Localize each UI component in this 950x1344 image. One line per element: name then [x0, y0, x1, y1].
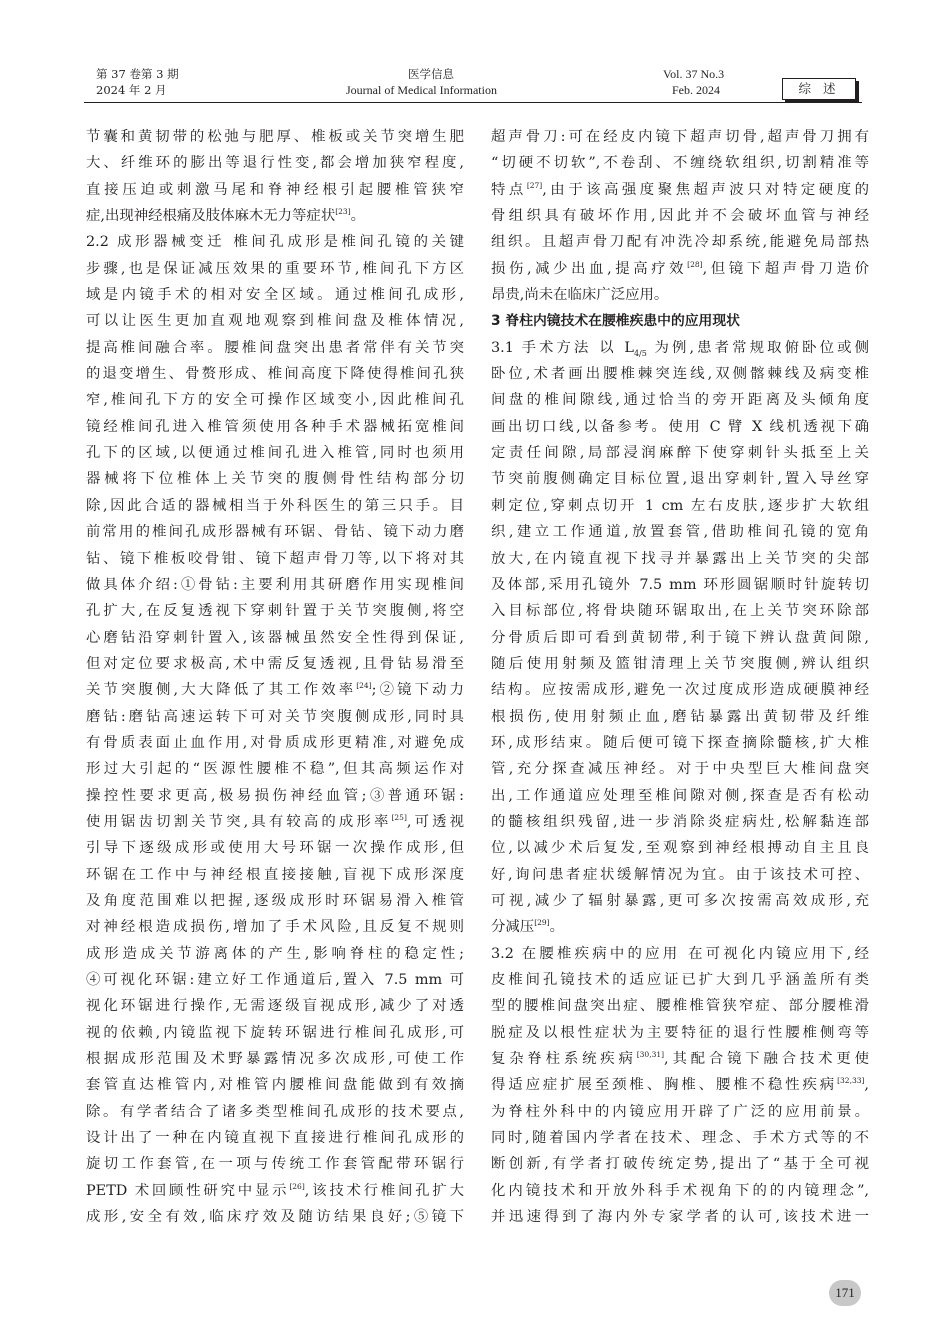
subsection-heading: 3.1 手术方法 以 $L_{4/5}$ 为例,患者常规取俯卧位或侧 — [491, 339, 869, 358]
header-journal-en: Journal of Medical Information — [346, 83, 497, 97]
citation: [26] — [289, 1181, 305, 1191]
text-line: 超声骨刀:可在经皮内镜下超声切骨,超声骨刀拥有 — [491, 129, 869, 145]
text-line: 做具体介绍:①骨钻:主要利用其研磨作用实现椎间 — [86, 576, 464, 593]
text-line: 可以让医生更加直观地观察到椎间盘及椎体情况, — [86, 313, 464, 330]
text-line: PETD 术回顾性研究中显示[26],该技术行椎间孔扩大 — [86, 1181, 464, 1199]
text-line: 视化环锯进行操作,无需逐级盲视成形,减少了对透 — [86, 998, 464, 1015]
text-line: 套管直达椎管内,对椎管内腰椎间盘能做到有效摘 — [86, 1077, 464, 1094]
text-line: 皮椎间孔镜技术的适应证已扩大到几乎涵盖所有类 — [491, 972, 869, 988]
text-line: 前常用的椎间孔成形器械有环锯、骨钻、镜下动力磨 — [86, 524, 464, 541]
text-line: 镜经椎间孔进入椎管须使用各种手术器械拓宽椎间 — [86, 418, 464, 435]
text-line: 环,成形结束。随后便可镜下探查摘除髓核,扩大椎 — [491, 734, 869, 751]
text-line: ④可视化环锯:建立好工作通道后,置入 7.5 mm 可 — [86, 972, 464, 988]
citation: [23] — [335, 207, 351, 217]
text-line: 可视,减少了辐射暴露,更可多次按需高效成形,充 — [491, 892, 869, 909]
text-line: 分骨质后即可看到黄韧带,利于镜下辨认盘黄间隙, — [491, 629, 869, 646]
text-line: 损伤,减少出血,提高疗效[28],但镜下超声骨刀造价 — [491, 259, 869, 277]
text-line: 成形造成关节游离体的产生,影响脊柱的稳定性; — [86, 945, 464, 962]
text-line: 引导下逐级成形或使用大号环锯一次操作成形,但 — [86, 840, 464, 857]
text-line: 定责任间隙,局部浸润麻醉下使穿刺针头抵至上关 — [491, 445, 869, 462]
text-line: 卧位,术者画出腰椎棘突连线,双侧髂棘线及病变椎 — [491, 366, 869, 383]
text-line: 除,因此合适的器械相当于外科医生的第三只手。目 — [86, 497, 464, 514]
citation: [30,31] — [636, 1050, 665, 1060]
text-line: 得适应症扩展至颈椎、胸椎、腰椎不稳性疾病[32,33], — [491, 1076, 869, 1094]
text-line: 孔扩大,在反复透视下穿刺针置于关节突腹侧,将空 — [86, 603, 464, 620]
subsection-heading: 3.2 在腰椎疾病中的应用 在可视化内镜应用下,经 — [491, 945, 869, 962]
text-line: 管,充分探查减压神经。对于中央型巨大椎间盘突 — [491, 761, 869, 778]
text-line: 成形,安全有效,临床疗效及随访结果良好;⑤镜下 — [86, 1209, 464, 1226]
text-line: 直接压迫或刺激马尾和脊神经根引起腰椎管狭窄 — [86, 181, 464, 198]
header-date-en: Feb. 2024 — [672, 83, 720, 97]
citation: [32,33] — [837, 1076, 865, 1086]
text-line: 组织。且超声骨刀配有冲洗冷却系统,能避免局部热 — [491, 234, 869, 251]
citation: [28] — [687, 259, 703, 269]
text-line: 器械将下位椎体上关节突的腹侧骨性结构部分切 — [86, 471, 464, 488]
citation: [25] — [391, 813, 407, 823]
text-line: 提高椎间融合率。腰椎间盘突出患者常伴有关节突 — [86, 339, 464, 356]
left-column — [86, 124, 464, 1230]
header-rule — [84, 102, 862, 103]
text-line: 复杂脊柱系统疾病[30,31],其配合镜下融合技术更使 — [491, 1050, 869, 1068]
text-line: 节囊和黄韧带的松弛与肥厚、椎板或关节突增生肥 — [86, 129, 464, 145]
text-line: 关节突腹侧,大大降低了其工作效率[24];②镜下动力 — [86, 681, 464, 699]
citation: [24] — [356, 681, 372, 691]
text-line: 孔下的区域,以便通过椎间孔进入椎管,同时也须用 — [86, 445, 464, 462]
text-line: 使用锯齿切割关节突,具有较高的成形率[25],可透视 — [86, 813, 464, 830]
text-line: 形过大引起的“医源性腰椎不稳”,但其高频运作对 — [86, 761, 464, 778]
text-line: 磨钻:磨钻高速运转下可对关节突腹侧成形,同时具 — [86, 708, 464, 725]
text-line: 位,以减少术后复发,至观察到神经根搏动自主且良 — [491, 840, 869, 857]
text-line: 结构。应按需成形,避免一次过度成形造成硬膜神经 — [491, 682, 869, 699]
text-line: 昂贵,尚未在临床广泛应用。 — [491, 287, 669, 304]
text-line: 大、纤维环的膨出等退行性变,都会增加狭窄程度, — [86, 155, 464, 172]
text-line: 型的腰椎间盘突出症、腰椎椎管狭窄症、部分腰椎滑 — [491, 998, 869, 1015]
header-date-cn: 2024 年 2 月 — [96, 83, 167, 97]
text-line: 对神经根造成损伤,增加了手术风险,且反复不规则 — [86, 919, 464, 936]
text-line: 脱症及以根性症状为主要特征的退行性腰椎侧弯等 — [491, 1024, 869, 1041]
text-line: 视的依赖,内镜监视下旋转环锯进行椎间孔成形,可 — [86, 1024, 464, 1041]
text-line: 根据成形范围及术野暴露情况多次成形,可使工作 — [86, 1051, 464, 1068]
text-line: 断创新,有学者打破传统定势,提出了“基于全可视 — [491, 1156, 869, 1173]
text-line: 的退变增生、骨赘形成、椎间高度下降使得椎间孔狭 — [86, 366, 464, 383]
text-line: 间盘的椎间隙线,通过恰当的旁开距离及头倾角度 — [491, 392, 869, 409]
text-line: 织,建立工作通道,放置套管,借助椎间孔镜的宽角 — [491, 524, 869, 541]
text-line: 画出切口线,以备参考。使用 C 臂 X 线机透视下确 — [491, 418, 869, 435]
text-line: 环锯在工作中与神经根直接接触,盲视下成形深度 — [86, 866, 464, 883]
text-line: 及角度范围难以把握,逐级成形时环锯易滑入椎管 — [86, 892, 464, 909]
text-line: “切硬不切软”,不卷刮、不缠绕软组织,切割精准等 — [491, 155, 869, 172]
subsection-heading: 2.2 成形器械变迁 椎间孔成形是椎间孔镜的关键 — [86, 234, 464, 251]
header-volume-en: Vol. 37 No.3 — [663, 67, 725, 81]
text-line: 化内镜技术和开放外科手术视角下的的内镜理念”, — [491, 1182, 869, 1199]
section-heading: 3 脊柱内镜技术在腰椎疾患中的应用现状 — [491, 313, 740, 330]
citation: [27] — [526, 180, 543, 190]
text-line: 及体部,采用孔镜外 7.5 mm 环形圆锯顺时针旋转切 — [491, 576, 869, 593]
text-line: 心磨钻沿穿刺针置入,该器械虽然安全性得到保证, — [86, 629, 464, 646]
text-line: 设计出了一种在内镜直视下直接进行椎间孔成形的 — [86, 1130, 464, 1147]
text-line: 步骤,也是保证减压效果的重要环节,椎间孔下方区 — [86, 260, 464, 277]
text-line: 根损伤,使用射频止血,磨钻暴露出黄韧带及纤维 — [491, 708, 869, 725]
text-line: 同时,随着国内学者在技术、理念、手术方式等的不 — [491, 1130, 869, 1147]
text-line: 节突前腹侧确定目标位置,退出穿刺针,置入导丝穿 — [491, 471, 869, 488]
page-number: 171 — [829, 1280, 861, 1306]
text-line: 出,工作通道应处理至椎间隙对侧,探查是否有松动 — [491, 787, 869, 804]
text-line: 有骨质表面止血作用,对骨质成形更精准,对避免成 — [86, 734, 464, 751]
citation: [29] — [534, 918, 550, 928]
text-line: 随后使用射频及篮钳清理上关节突腹侧,辨认组织 — [491, 655, 869, 672]
text-line: 并迅速得到了海内外专家学者的认可,该技术进一 — [491, 1209, 869, 1226]
text-line: 骨组织具有破坏作用,因此并不会破坏血管与神经 — [491, 208, 869, 225]
text-line: 放大,在内镜直视下找寻并暴露出上关节突的尖部 — [491, 550, 869, 567]
text-line: 的髓核组织残留,进一步消除炎症病灶,松解黏连部 — [491, 813, 869, 830]
text-line: 操控性要求更高,极易损伤神经血管;③普通环锯: — [86, 787, 464, 804]
text-line: 但对定位要求极高,术中需反复透视,且骨钻易滑至 — [86, 655, 464, 672]
text-line: 钻、镜下椎板咬骨钳、镜下超声骨刀等,以下将对其 — [86, 550, 464, 567]
text-line: 入目标部位,将骨块随环锯取出,在上关节突环除部 — [491, 603, 869, 620]
text-line: 症,出现神经根痛及肢体麻木无力等症状[23]。 — [86, 207, 366, 225]
text-line: 为脊柱外科中的内镜应用开辟了广泛的应用前景。 — [491, 1103, 869, 1120]
header-journal-cn: 医学信息 — [408, 67, 454, 81]
text-line: 除。有学者结合了诸多类型椎间孔成形的技术要点, — [86, 1103, 464, 1120]
right-column — [491, 124, 869, 1230]
header-volume-cn: 第 37 卷第 3 期 — [96, 67, 179, 81]
text-line: 窄,椎间孔下方的安全可操作区域变小,因此椎间孔 — [86, 392, 464, 409]
text-line: 特点[27],由于该高强度聚焦超声波只对特定硬度的 — [491, 180, 869, 198]
text-line: 刺定位,穿刺点切开 1 cm 左右皮肤,逐步扩大软组 — [491, 497, 869, 514]
text-line: 旋切工作套管,在一项与传统工作套管配带环锯行 — [86, 1156, 464, 1173]
section-tag: 综 述 — [782, 78, 856, 100]
text-line: 分减压[29]。 — [491, 918, 564, 936]
text-line: 好,询问患者症状缓解情况为宜。由于该技术可控、 — [491, 866, 869, 883]
text-line: 域是内镜手术的相对安全区域。通过椎间孔成形, — [86, 287, 464, 304]
